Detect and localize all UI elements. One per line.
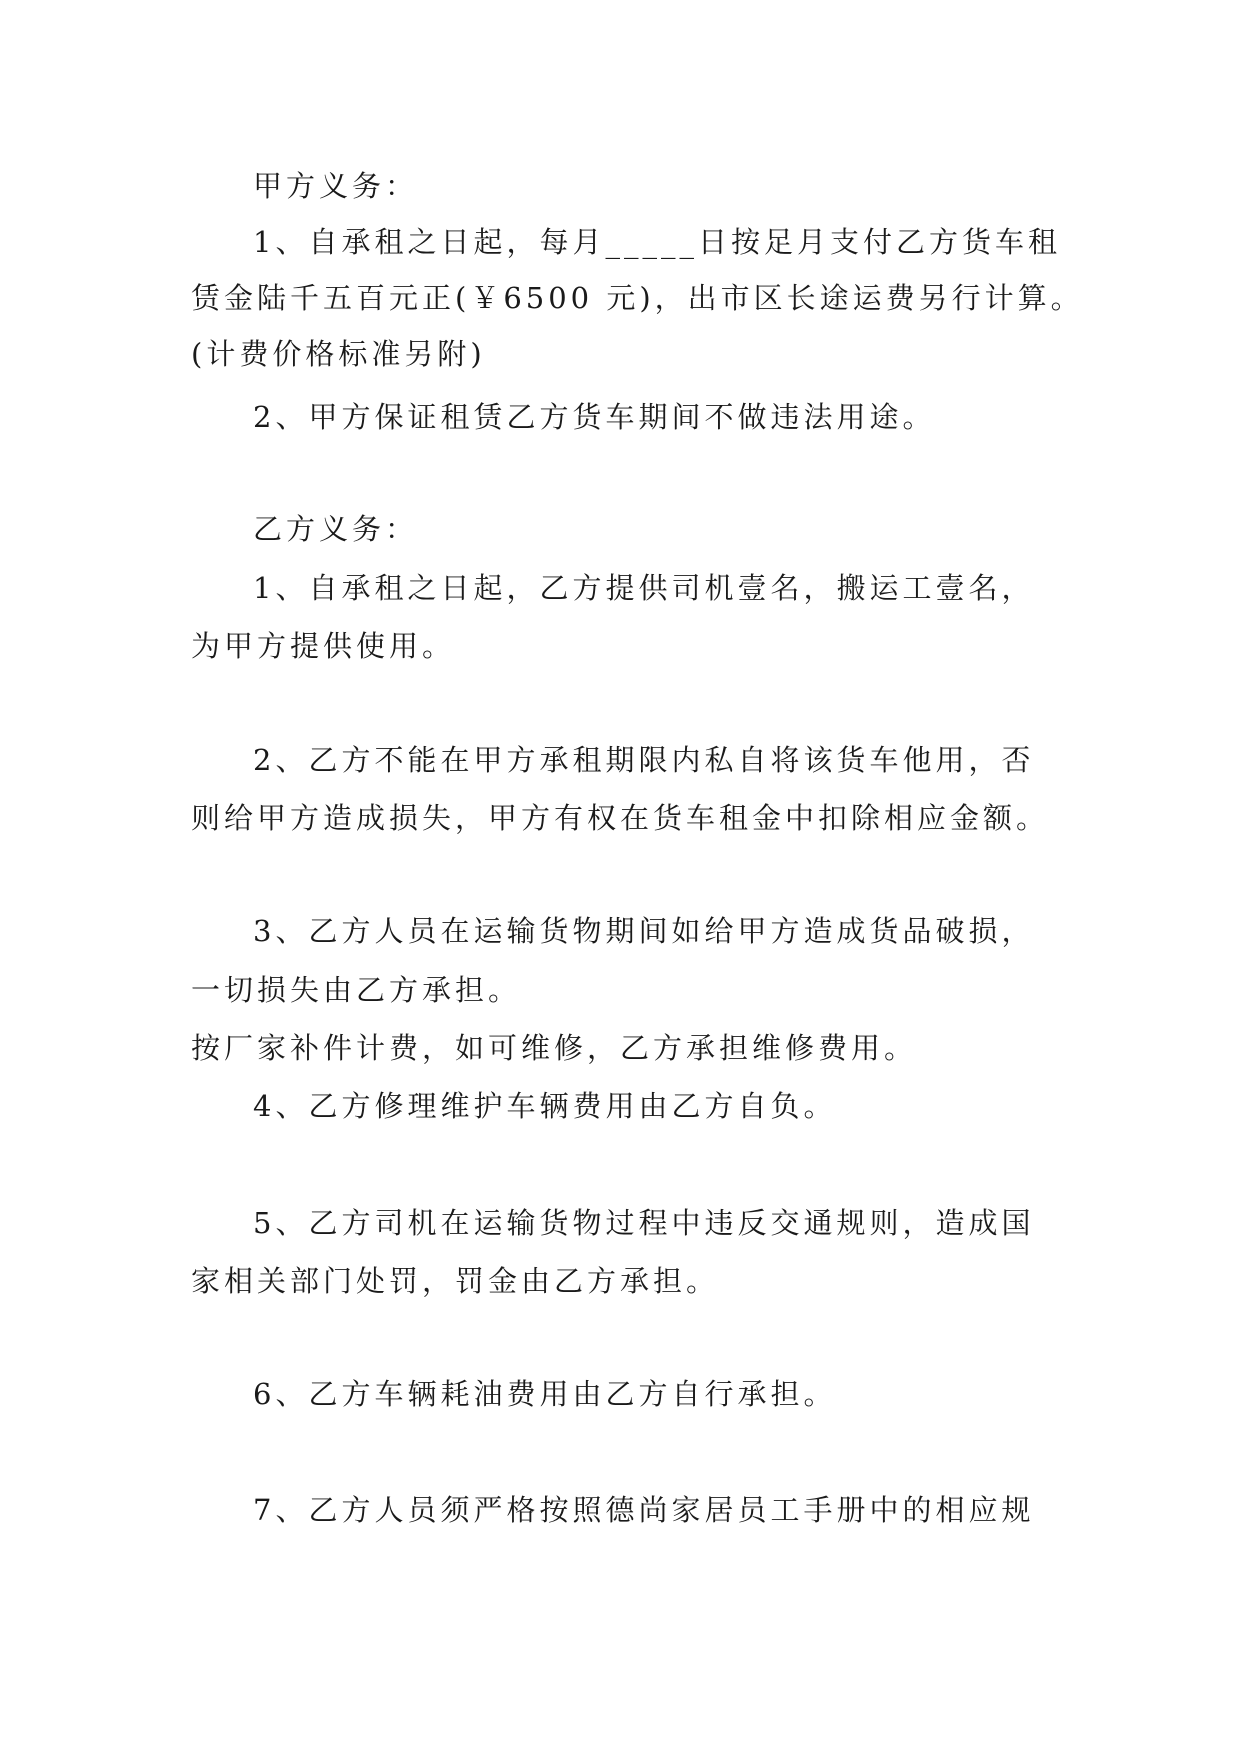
party-a-heading: 甲方义务：	[253, 169, 419, 203]
party-b-item-2-line-2: 则给甲方造成损失，甲方有权在货车租金中扣除相应金额。	[191, 801, 1050, 835]
party-b-item-2-line-1: 2、乙方不能在甲方承租期限内私自将该货车他用，否	[253, 743, 1035, 777]
party-b-item-5-line-1: 5、乙方司机在运输货物过程中违反交通规则，造成国	[253, 1206, 1035, 1240]
party-b-item-6: 6、乙方车辆耗油费用由乙方自行承担。	[253, 1377, 837, 1411]
party-b-item-3-line-1: 3、乙方人员在运输货物期间如给甲方造成货品破损，	[253, 914, 1035, 948]
party-a-item-1-line-3: (计费价格标准另附)	[191, 337, 486, 371]
party-b-item-3-line-2: 一切损失由乙方承担。	[191, 973, 522, 1007]
party-b-item-1-line-1: 1、自承租之日起，乙方提供司机壹名，搬运工壹名，	[253, 571, 1035, 605]
party-b-item-7-line-1: 7、乙方人员须严格按照德尚家居员工手册中的相应规	[253, 1493, 1035, 1527]
party-b-item-1-line-2: 为甲方提供使用。	[191, 629, 456, 663]
party-b-item-5-line-2: 家相关部门处罚，罚金由乙方承担。	[191, 1264, 720, 1298]
party-b-item-3-line-3: 按厂家补件计费，如可维修，乙方承担维修费用。	[191, 1031, 918, 1065]
party-a-item-1-line-1: 1、自承租之日起，每月_____日按足月支付乙方货车租	[253, 225, 1061, 259]
party-a-item-1-line-2: 赁金陆千五百元正(￥6500 元)，出市区长途运费另行计算。	[191, 281, 1084, 315]
party-a-item-2: 2、甲方保证租赁乙方货车期间不做违法用途。	[253, 400, 936, 434]
party-b-heading: 乙方义务：	[253, 512, 419, 546]
party-b-item-4: 4、乙方修理维护车辆费用由乙方自负。	[253, 1089, 837, 1123]
